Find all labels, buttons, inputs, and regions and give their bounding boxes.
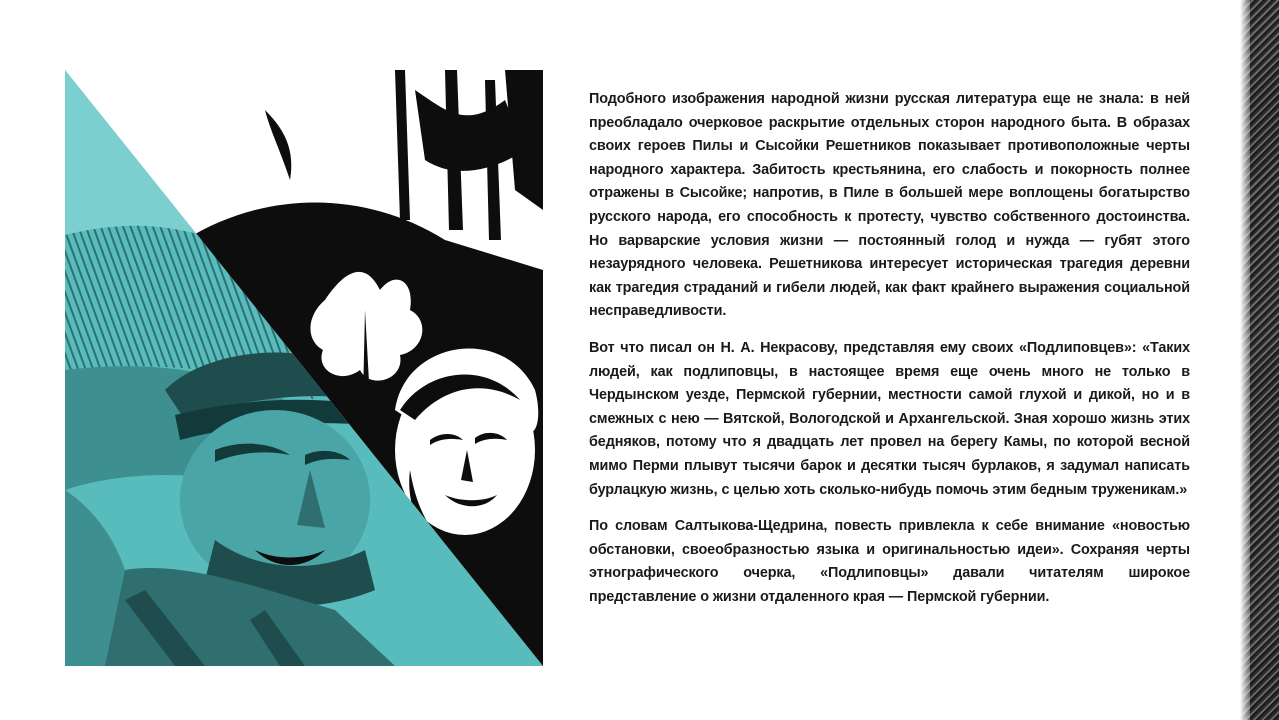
- paragraph-2: Вот что писал он Н. А. Некрасову, представляя ему своих «Подлиповцев»: «Таких людей, как подлиповцы, в настоящее время еще очень много не только в Чердынском уезде, Пермской губернии, местности самой глухой и дикой, но и в смежных с нею — Вятской, Вологодской и Архангельской. Зная хорошо жизнь этих бедняков, потому что я двадцать лет провел на берегу Камы, по которой весной мимо Перми плывут тысячи барок и десятки тысяч бурлаков, я задумал написать бурлацкую жизнь, с целью хоть сколько-нибудь помочь этим бедным труженикам.»: [589, 339, 1190, 498]
- illustration-panel: [65, 70, 543, 666]
- decorative-edge-strip: [1240, 0, 1279, 720]
- paragraph-3: По словам Салтыкова-Щедрина, повесть привлекла к себе внимание «новостью обстановки, своеобразностью языка и оригинальностью идеи». Сохраняя черты этнографического очерка, «Подлиповцы» давали читателям широкое представление о жизни отдаленного края — Пермской губернии.: [589, 518, 1190, 605]
- body-text: [589, 88, 1190, 622]
- paragraph-1: Подобного изображения народной жизни русская литература еще не знала: в ней преобладало очерковое раскрытие отдельных сторон народного быта. В образах своих героев Пилы и Сысойки Решетников показывает противоположные черты народного характера. Забитость крестьянина, его слабость и покорность полнее отражены в Сысойке; напротив, в Пиле в большей мере воплощены богатырство русского народа, его способность к протесту, чувство собственного достоинства. Но варварские условия жизни — постоянный голод и нужда — губят этого незаурядного человека. Решетникова интересует историческая трагедия деревни как трагедия страданий и гибели людей, как факт крайнего выражения социальной несправедливости.: [589, 91, 1190, 320]
- illustration-image: [65, 70, 543, 666]
